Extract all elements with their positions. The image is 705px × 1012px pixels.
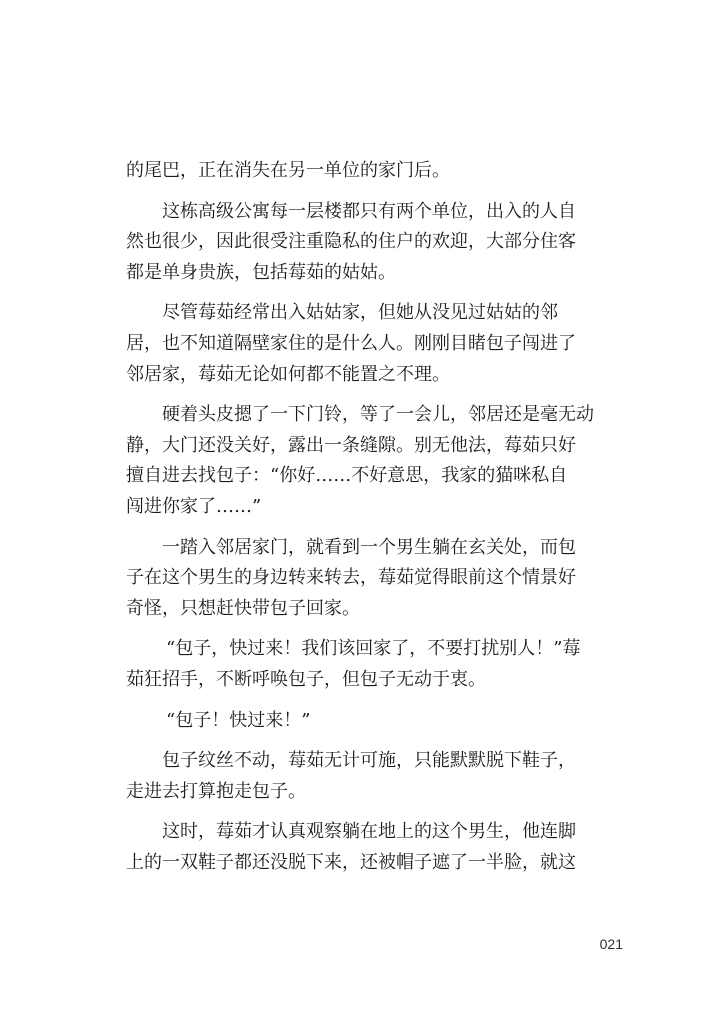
text-line: 奇怪，只想赶快带包子回家。 bbox=[126, 597, 360, 619]
text-line: 硬着头皮摁了一下门铃，等了一会儿，邻居还是毫无动 bbox=[162, 404, 594, 426]
page-number: 021 bbox=[599, 936, 623, 952]
paragraph-8 bbox=[126, 746, 604, 807]
text-line: 一踏入邻居家门，就看到一个男生躺在玄关处，而包 bbox=[162, 536, 576, 558]
text-line: 包子纹丝不动，莓茹无计可施，只能默默脱下鞋子， bbox=[162, 750, 576, 772]
paragraph-2 bbox=[126, 197, 604, 289]
paragraph-7 bbox=[126, 706, 604, 737]
paragraph-5 bbox=[126, 533, 604, 625]
text-line: 上的一双鞋子都还没脱下来，还被帽子遮了一半脸，就这 bbox=[126, 851, 576, 873]
paragraph-1 bbox=[126, 156, 604, 187]
text-line: 居，也不知道隔壁家住的是什么人。刚刚目睹包子闯进了 bbox=[126, 332, 576, 354]
text-line: 擅自进去找包子：“你好……不好意思，我家的猫咪私自 bbox=[126, 465, 568, 487]
paragraph-9 bbox=[126, 817, 604, 878]
text-line: 邻居家，莓茹无论如何都不能置之不理。 bbox=[126, 363, 450, 385]
text-line: 茹狂招手，不断呼唤包子，但包子无动于衷。 bbox=[126, 668, 486, 690]
text-line: 尽管莓茹经常出入姑姑家，但她从没见过姑姑的邻 bbox=[162, 302, 558, 324]
text-line: 然也很少，因此很受注重隐私的住户的欢迎，大部分住客 bbox=[126, 231, 576, 253]
body-text bbox=[126, 156, 604, 878]
paragraph-6 bbox=[126, 634, 604, 695]
text-line: 闯进你家了……” bbox=[126, 495, 262, 517]
paragraph-4 bbox=[126, 400, 604, 522]
text-line: 都是单身贵族，包括莓茹的姑姑。 bbox=[126, 261, 396, 283]
text-line: “包子，快过来！我们该回家了，不要打扰别人！”莓 bbox=[166, 638, 581, 660]
text-line: 走进去打算抱走包子。 bbox=[126, 780, 306, 802]
text-line: 子在这个男生的身边转来转去，莓茹觉得眼前这个情景好 bbox=[126, 567, 576, 589]
text-line: 静，大门还没关好，露出一条缝隙。别无他法，莓茹只好 bbox=[126, 434, 576, 456]
text-line: 的尾巴，正在消失在另一单位的家门后。 bbox=[126, 160, 450, 181]
paragraph-3 bbox=[126, 298, 604, 390]
text-line: 这时，莓茹才认真观察躺在地上的这个男生，他连脚 bbox=[162, 821, 576, 843]
text-line: 这栋高级公寓每一层楼都只有两个单位，出入的人自 bbox=[162, 200, 576, 222]
text-line: “包子！快过来！” bbox=[166, 709, 311, 731]
